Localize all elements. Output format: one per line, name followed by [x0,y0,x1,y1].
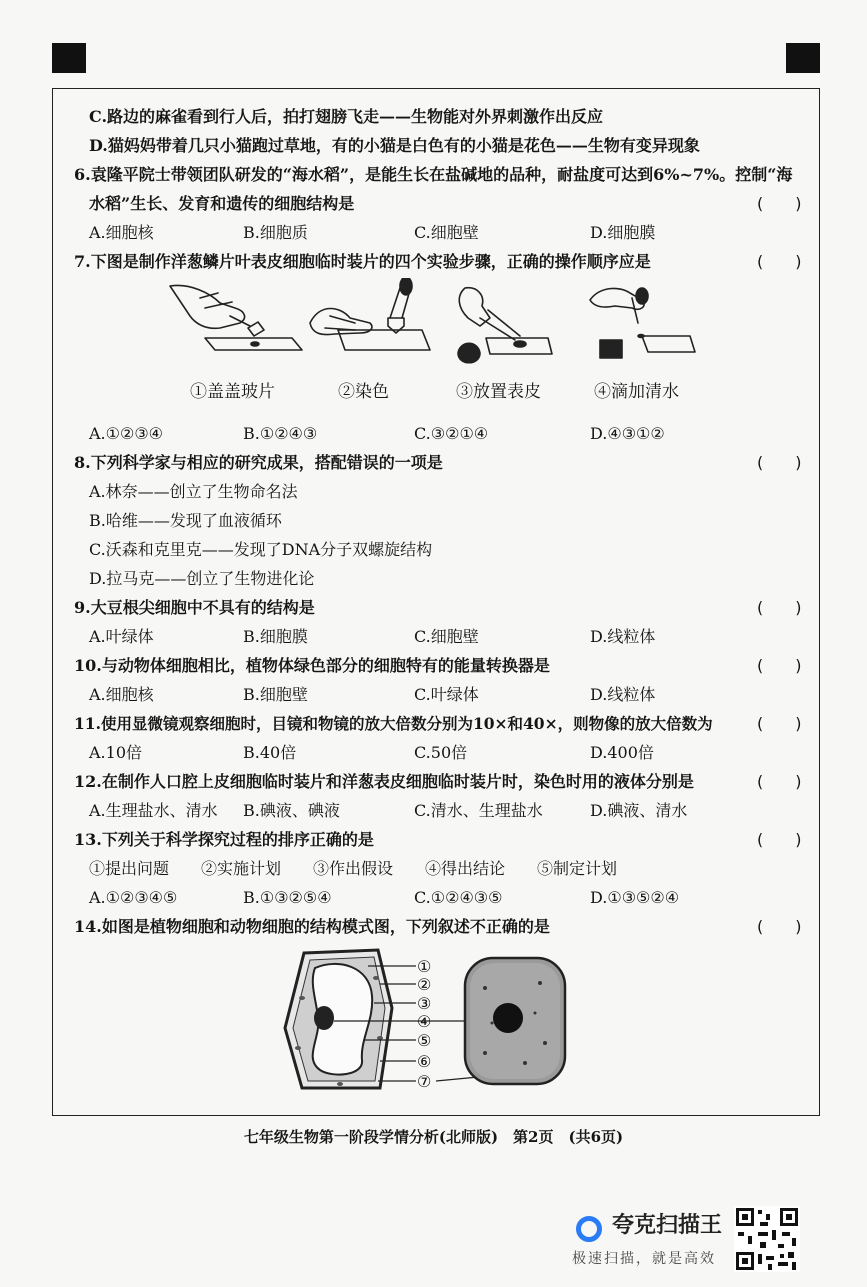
animal-cell-figure [465,958,565,1084]
scanner-brand-name: 夸克扫描王 [612,1213,723,1238]
answer-bracket: ( ) [757,714,802,733]
answer-bracket: ( ) [757,252,802,271]
q6-stem-cont: 水稻”生长、发育和遗传的细胞结构是 [89,194,355,213]
q8-option-d: D.拉马克——创立了生物进化论 [89,569,315,588]
q14-stem: 14.如图是植物细胞和动物细胞的结构模式图，下列叙述不正确的是 [74,917,550,936]
q5-option-c: C.路边的麻雀看到行人后，拍打翅膀飞走——生物能对外界刺激作出反应 [89,107,604,126]
q12-option-c: C.清水、生理盐水 [414,801,543,820]
q11-option-c: C.50倍 [414,743,468,762]
q10-option-d: D.线粒体 [590,685,656,704]
q8-stem: 8.下列科学家与相应的研究成果，搭配错误的一项是 [74,453,443,472]
scanner-brand-slogan: 极速扫描，就是高效 [572,1251,716,1267]
label-7: ⑦ [417,1072,432,1091]
label-3: ③ [417,994,432,1013]
q13-stem: 13.下列关于科学探究过程的排序正确的是 [74,830,374,849]
label-1: ① [417,957,432,976]
q9-option-d: D.线粒体 [590,627,656,646]
q6-option-c: C.细胞壁 [414,223,479,242]
answer-bracket: ( ) [757,917,802,936]
q10-stem: 10.与动物体细胞相比，植物体绿色部分的细胞特有的能量转换器是 [74,656,550,675]
registration-mark-left [52,43,86,73]
q7-caption-4: ④滴加清水 [594,382,679,402]
answer-bracket: ( ) [757,453,802,472]
qr-code-icon [734,1206,800,1272]
q10-option-c: C.叶绿体 [414,685,479,704]
registration-mark-right [786,43,820,73]
q13-option-d: D.①③⑤②④ [590,888,680,907]
label-4: ④ [417,1012,432,1031]
coverslip-step-figure [170,285,302,350]
q7-option-a: A.①②③④ [89,424,164,443]
q7-option-c: C.③②①④ [414,424,489,443]
q6-option-a: A.细胞核 [89,223,154,242]
q11-option-b: B.40倍 [243,743,297,762]
place-epidermis-step-figure [458,288,552,363]
quark-logo-icon [576,1216,602,1242]
q9-stem: 9.大豆根尖细胞中不具有的结构是 [74,598,315,617]
answer-bracket: ( ) [757,598,802,617]
staining-step-figure [310,278,430,350]
q13-option-a: A.①②③④⑤ [89,888,178,907]
q9-option-a: A.叶绿体 [89,627,154,646]
q8-option-b: B.哈维——发现了血液循环 [89,511,282,530]
q8-option-c: C.沃森和克里克——发现了DNA分子双螺旋结构 [89,540,433,559]
answer-bracket: ( ) [757,772,802,791]
q7-caption-1: ①盖盖玻片 [190,382,275,402]
q7-steps-illustration [160,278,700,373]
q8-option-a: A.林奈——创立了生物命名法 [89,482,298,501]
q11-option-d: D.400倍 [590,743,654,762]
cell-structure-diagram [280,948,570,1098]
q10-option-a: A.细胞核 [89,685,154,704]
q11-stem: 11.使用显微镜观察细胞时，目镜和物镜的放大倍数分别为10×和40×，则物像的放大倍数为 [74,714,713,733]
label-5: ⑤ [417,1031,432,1050]
q12-option-b: B.碘液、碘液 [243,801,340,820]
q12-option-a: A.生理盐水、清水 [89,801,218,820]
q7-caption-2: ②染色 [338,382,389,402]
q7-stem: 7.下图是制作洋葱鳞片叶表皮细胞临时装片的四个实验步骤，正确的操作顺序应是 [74,252,651,271]
q9-option-c: C.细胞壁 [414,627,479,646]
answer-bracket: ( ) [757,656,802,675]
q7-option-b: B.①②④③ [243,424,318,443]
page-footer: 七年级生物第一阶段学情分析(北师版) 第2页 (共6页) [243,1128,624,1146]
label-6: ⑥ [417,1052,432,1071]
plant-cell-figure [285,950,392,1088]
answer-bracket: ( ) [757,830,802,849]
q13-option-b: B.①③②⑤④ [243,888,332,907]
q6-option-d: D.细胞膜 [590,223,656,242]
q7-caption-3: ③放置表皮 [456,382,541,402]
q7-option-d: D.④③①② [590,424,665,443]
q11-option-a: A.10倍 [89,743,143,762]
drop-water-step-figure [590,288,695,358]
q12-stem: 12.在制作人口腔上皮细胞临时装片和洋葱表皮细胞临时装片时，染色时用的液体分别是 [74,772,694,791]
q13-steps: ①提出问题 ②实施计划 ③作出假设 ④得出结论 ⑤制定计划 [89,859,618,878]
label-2: ② [417,975,432,994]
q10-option-b: B.细胞壁 [243,685,308,704]
answer-bracket: ( ) [757,194,802,213]
q6-option-b: B.细胞质 [243,223,308,242]
q5-option-d: D.猫妈妈带着几只小猫跑过草地，有的小猫是白色有的小猫是花色——生物有变异现象 [89,136,700,155]
q6-stem: 6.袁隆平院士带领团队研发的“海水稻”，是能生长在盐碱地的品种，耐盐度可达到6%~7%。控制“海 [74,165,793,184]
q12-option-d: D.碘液、清水 [590,801,688,820]
q9-option-b: B.细胞膜 [243,627,308,646]
q13-option-c: C.①②④③⑤ [414,888,503,907]
